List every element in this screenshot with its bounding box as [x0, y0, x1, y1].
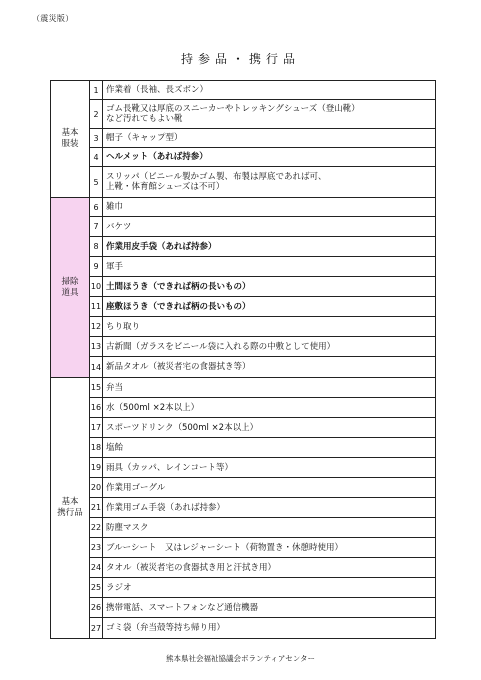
items-table [50, 80, 436, 639]
item-number: 14 [90, 357, 103, 377]
item-text: ちり取り [106, 321, 141, 332]
item-row [90, 357, 435, 377]
item-number: 21 [90, 498, 103, 517]
item-row [90, 257, 435, 277]
item-text: スポーツドリンク（500ml ×2本以上） [106, 422, 259, 433]
item-text: タオル（被災者宅の食器拭き用と汗拭き用） [106, 562, 277, 573]
item-row [90, 458, 435, 478]
item-row [90, 618, 435, 638]
item-number: 5 [90, 167, 103, 197]
item-row [90, 167, 435, 197]
item-text: 弁当 [106, 382, 124, 393]
item-text: 塩飴 [106, 442, 124, 453]
item-row [90, 277, 435, 297]
item-number: 11 [90, 297, 103, 316]
item-number: 24 [90, 558, 103, 577]
item-text: 雑巾 [106, 202, 124, 212]
item-row [90, 198, 435, 217]
item-row [90, 378, 435, 398]
footer-organization: 熊本県社会福祉協議会ボランティアセンター [165, 654, 316, 663]
item-row [90, 498, 435, 518]
item-text: 作業用ゴム手袋（あれば持参） [106, 502, 226, 513]
item-text: 古新聞（ガラスをビニール袋に入れる際の中敷として使用） [106, 341, 336, 352]
item-number: 22 [90, 518, 103, 537]
item-row [90, 129, 435, 148]
item-number: 2 [90, 100, 103, 128]
item-text: ブルーシート 又はレジャーシート（荷物置き・休憩時使用） [106, 542, 343, 553]
category-name: 掃除 道具 [51, 198, 90, 377]
item-number: 20 [90, 478, 103, 497]
item-number: 1 [90, 81, 103, 99]
item-row [90, 438, 435, 458]
item-row [90, 518, 435, 538]
item-text: 土間ほうき（できれば柄の長いもの） [106, 281, 251, 292]
item-number: 23 [90, 538, 103, 557]
item-row [90, 578, 435, 598]
item-row [90, 100, 435, 129]
item-number: 27 [90, 618, 103, 638]
item-text: ゴミ袋（弁当殻等持ち帰り用） [106, 623, 226, 633]
item-text: バケツ [106, 221, 132, 232]
item-number: 17 [90, 418, 103, 437]
item-row [90, 478, 435, 498]
category-name: 基本 服装 [51, 81, 90, 197]
page-title: 持参品・携行品 [180, 52, 300, 66]
item-text: 軍手 [106, 261, 124, 272]
item-row [90, 337, 435, 357]
item-text: 帽子（キャップ型） [106, 133, 183, 143]
item-row [90, 148, 435, 167]
item-row [90, 538, 435, 558]
item-number: 6 [90, 198, 103, 216]
category-group [51, 198, 435, 378]
item-number: 3 [90, 129, 103, 147]
item-text: 作業着（長袖、長ズボン） [106, 85, 209, 95]
item-text: ヘルメット（あれば持参） [106, 152, 208, 162]
item-text: ラジオ [106, 582, 132, 593]
item-text: 作業用皮手袋（あれば持参） [106, 241, 217, 252]
item-row [90, 418, 435, 438]
category-name: 基本 携行品 [51, 378, 90, 638]
category-group [51, 378, 435, 638]
item-row [90, 558, 435, 578]
item-number: 19 [90, 458, 103, 477]
item-text: スリッパ（ビニール製かゴム製、布製は厚底であれば可、 上靴・体育館シューズは不可） [106, 172, 327, 192]
item-row [90, 317, 435, 337]
item-text: 新品タオル（被災者宅の食器拭き等） [106, 362, 251, 372]
item-number: 10 [90, 277, 103, 296]
item-number: 16 [90, 398, 103, 417]
item-row [90, 81, 435, 100]
item-number: 8 [90, 237, 103, 256]
item-list [90, 198, 435, 377]
item-text: 作業用ゴーグル [106, 482, 166, 493]
item-text: 水（500ml ×2本以上） [106, 402, 200, 413]
item-row [90, 217, 435, 237]
item-number: 13 [90, 337, 103, 356]
item-list [90, 378, 435, 638]
item-text: 雨具（カッパ、レインコート等） [106, 462, 233, 473]
item-row [90, 297, 435, 317]
item-text: 座敷ほうき（できれば柄の長いもの） [106, 301, 251, 312]
item-number: 18 [90, 438, 103, 457]
item-row [90, 398, 435, 418]
item-text: 防塵マスク [106, 522, 149, 533]
category-group [51, 81, 435, 198]
item-text: 携帯電話、スマートフォンなど通信機器 [106, 602, 259, 613]
item-number: 9 [90, 257, 103, 276]
item-number: 12 [90, 317, 103, 336]
item-number: 26 [90, 598, 103, 617]
item-number: 4 [90, 148, 103, 166]
item-number: 7 [90, 217, 103, 236]
item-number: 25 [90, 578, 103, 597]
edition-label: （震災版） [32, 14, 74, 23]
item-row [90, 598, 435, 618]
item-list [90, 81, 435, 197]
item-number: 15 [90, 378, 103, 397]
item-text: ゴム長靴又は厚底のスニーカーやトレッキングシューズ（登山靴） など汚れてもよい靴 [106, 104, 360, 124]
item-row [90, 237, 435, 257]
